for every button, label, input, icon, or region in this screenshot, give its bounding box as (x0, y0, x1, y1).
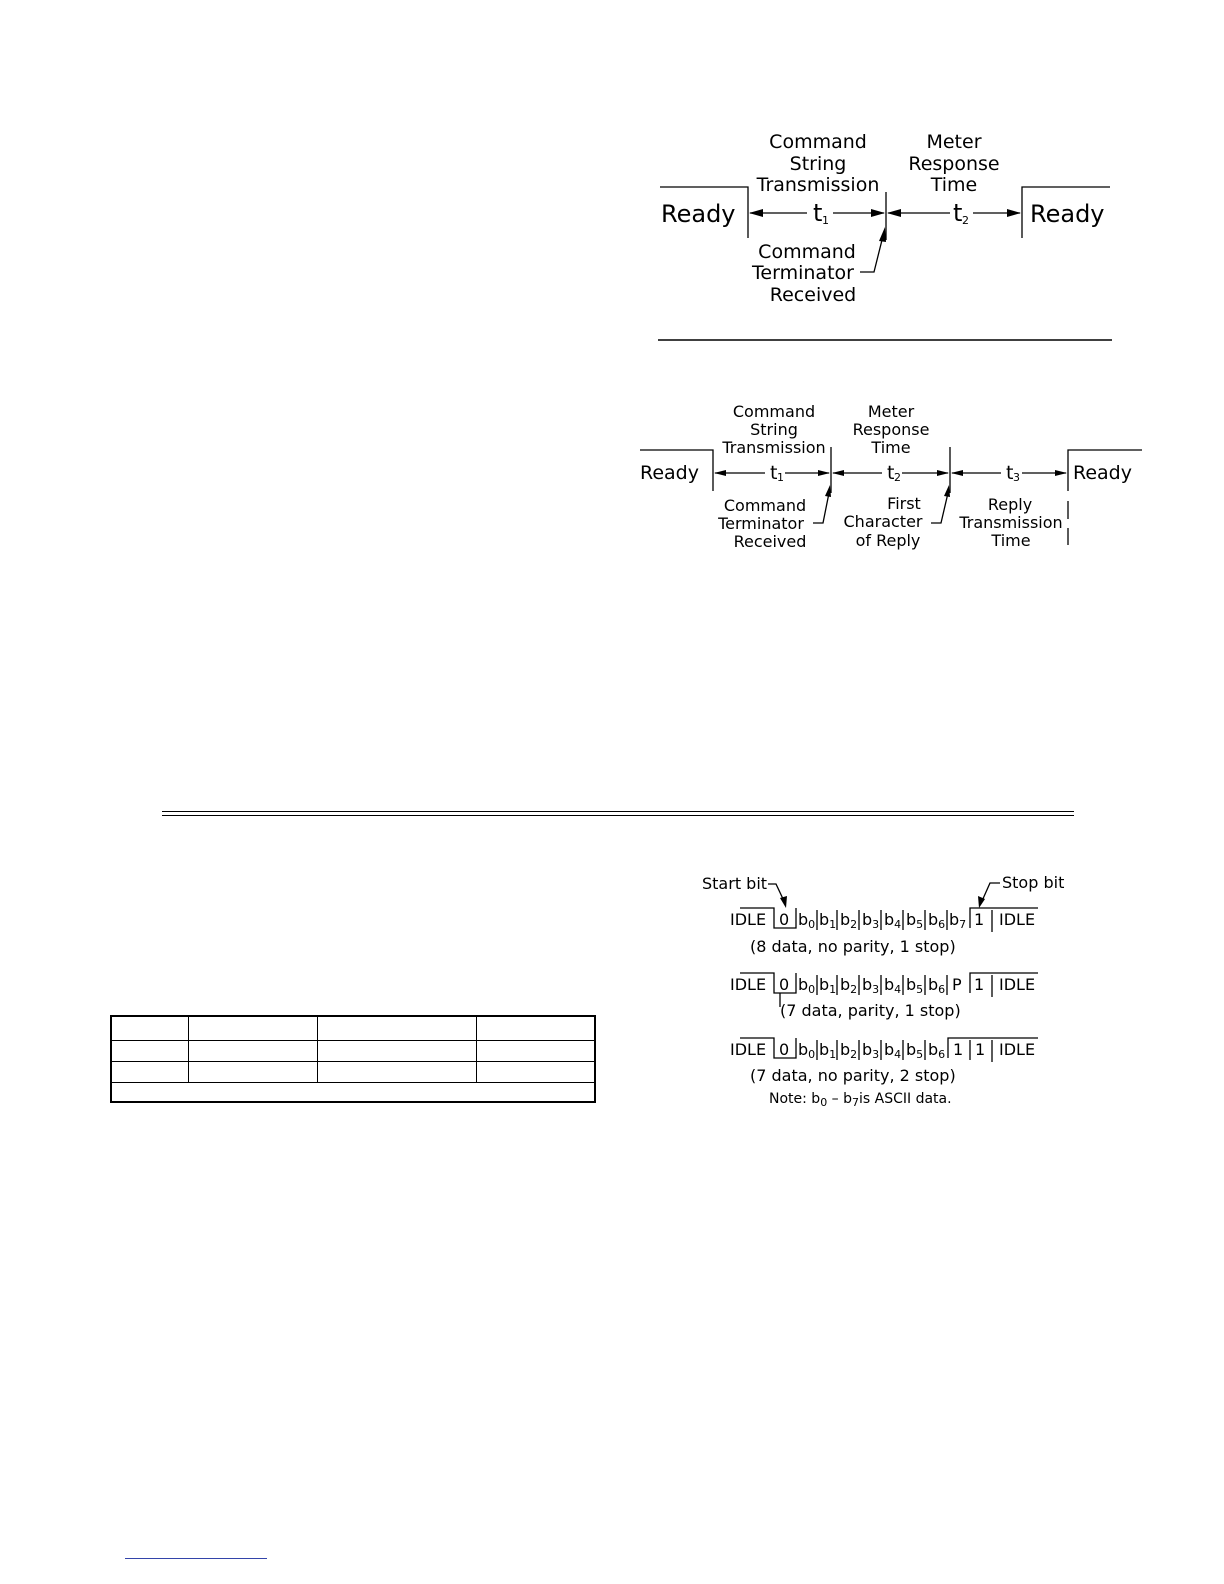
svg-text:b1: b1 (819, 975, 837, 996)
t1-arrow-right (871, 209, 885, 217)
svg-text:b1: b1 (819, 1040, 837, 1061)
page-divider (162, 811, 1074, 816)
terminator-line3: Received (769, 284, 857, 306)
first-char-leader (931, 493, 948, 523)
frame-row-8n1 (730, 908, 1038, 956)
start-bit-value: 0 (779, 975, 790, 994)
svg-text:b5: b5 (906, 1040, 924, 1061)
stop-bit-value: 1 (974, 910, 985, 929)
svg-text:b5: b5 (906, 975, 924, 996)
svg-text:b0: b0 (798, 1040, 816, 1061)
svg-text:b2: b2 (840, 1040, 858, 1061)
caption-8n1: (8 data, no parity, 1 stop) (750, 937, 956, 956)
t1-label: t (813, 199, 823, 227)
caption-7n2: (7 data, no parity, 2 stop) (750, 1066, 956, 1085)
t2-label: t (953, 199, 963, 227)
idle-right: IDLE (999, 910, 1036, 929)
stop-bit-value: 1 (974, 975, 985, 994)
t3-label: t (1006, 462, 1014, 484)
footnote-rule (125, 1558, 267, 1559)
meter-label-line1: Meter (926, 131, 982, 153)
idle-right: IDLE (999, 1040, 1036, 1059)
timing-diagram-reply (630, 395, 1150, 560)
svg-text:b2: b2 (840, 910, 858, 931)
idle-left: IDLE (730, 1040, 767, 1059)
start-bit-label: Start bit (702, 874, 768, 893)
terminator-leader (813, 493, 829, 523)
reply-line2: Transmission (959, 513, 1063, 532)
terminator-line2: Terminator (752, 262, 854, 284)
meter-label-line2: Response (852, 420, 930, 439)
svg-text:b0: b0 (798, 975, 816, 996)
first-char-line3: of Reply (855, 531, 921, 550)
terminator-line1: Command (758, 241, 856, 263)
t2-arrow-right (1007, 209, 1021, 217)
svg-text:1: 1 (822, 214, 829, 227)
cmd-label-line2: String (789, 153, 847, 175)
t1-label: t (770, 462, 778, 484)
svg-text:b4: b4 (884, 910, 902, 931)
terminator-line3: Received (733, 532, 807, 551)
svg-text:3: 3 (1013, 471, 1020, 484)
meter-label-line2: Response (908, 153, 1000, 175)
reply-line1: Reply (987, 495, 1033, 514)
parameter-table (110, 1015, 596, 1103)
frame-row-7n2 (730, 1038, 1038, 1109)
first-char-line1: First (887, 494, 921, 513)
svg-text:b6: b6 (928, 910, 946, 931)
terminator-line2: Terminator (718, 514, 804, 533)
start-bit-value: 0 (779, 910, 790, 929)
frame-row-7p1 (730, 973, 1038, 1020)
stop-bit-1: 1 (953, 1040, 964, 1059)
terminator-line1: Command (723, 496, 807, 515)
svg-text:b3: b3 (862, 1040, 880, 1061)
ready-right: Ready (1030, 200, 1105, 228)
caption-7p1: (7 data, parity, 1 stop) (780, 1001, 961, 1020)
svg-text:b4: b4 (884, 975, 902, 996)
idle-right: IDLE (999, 975, 1036, 994)
ready-left: Ready (661, 200, 736, 228)
ready-left: Ready (640, 462, 699, 484)
start-bit-value: 0 (779, 1040, 790, 1059)
terminator-leader (860, 236, 883, 272)
svg-text:b1: b1 (819, 910, 837, 931)
svg-text:b3: b3 (862, 910, 880, 931)
svg-text:2: 2 (962, 214, 969, 227)
svg-text:1: 1 (777, 471, 784, 484)
frame-note: Note: $b_0 - b_7is$ ASCII data. (769, 1091, 952, 1109)
cmd-label-line3: Transmission (722, 438, 826, 457)
stop-bit-label: Stop bit (1002, 873, 1065, 892)
stop-bit-2: 1 (975, 1040, 986, 1059)
svg-text:b3: b3 (862, 975, 880, 996)
meter-label-line3: Time (871, 438, 911, 457)
svg-text:2: 2 (894, 471, 901, 484)
meter-label-line1: Meter (867, 402, 915, 421)
meter-label-line3: Time (930, 174, 978, 196)
cmd-label-line1: Command (769, 131, 867, 153)
first-char-line2: Character (843, 512, 923, 531)
svg-text:b6: b6 (928, 975, 946, 996)
idle-left: IDLE (730, 910, 767, 929)
timing-diagram-command (640, 120, 1120, 350)
svg-text:b5: b5 (906, 910, 924, 931)
parity-bit: P (952, 975, 962, 994)
cmd-label-line3: Transmission (756, 174, 880, 196)
svg-text:b0: b0 (798, 910, 816, 931)
character-frame-diagram (690, 868, 1080, 1118)
svg-text:b7: b7 (949, 910, 967, 931)
t1-arrow-left (749, 209, 763, 217)
ready-right: Ready (1073, 462, 1132, 484)
svg-text:b6: b6 (928, 1040, 946, 1061)
t2-label: t (887, 462, 895, 484)
stop-bit-leader (982, 883, 1000, 901)
idle-left: IDLE (730, 975, 767, 994)
reply-line3: Time (991, 531, 1031, 550)
cmd-label-line2: String (750, 420, 798, 439)
svg-text:b2: b2 (840, 975, 858, 996)
cmd-label-line1: Command (732, 402, 816, 421)
t2-arrow-left (887, 209, 901, 217)
svg-text:b4: b4 (884, 1040, 902, 1061)
